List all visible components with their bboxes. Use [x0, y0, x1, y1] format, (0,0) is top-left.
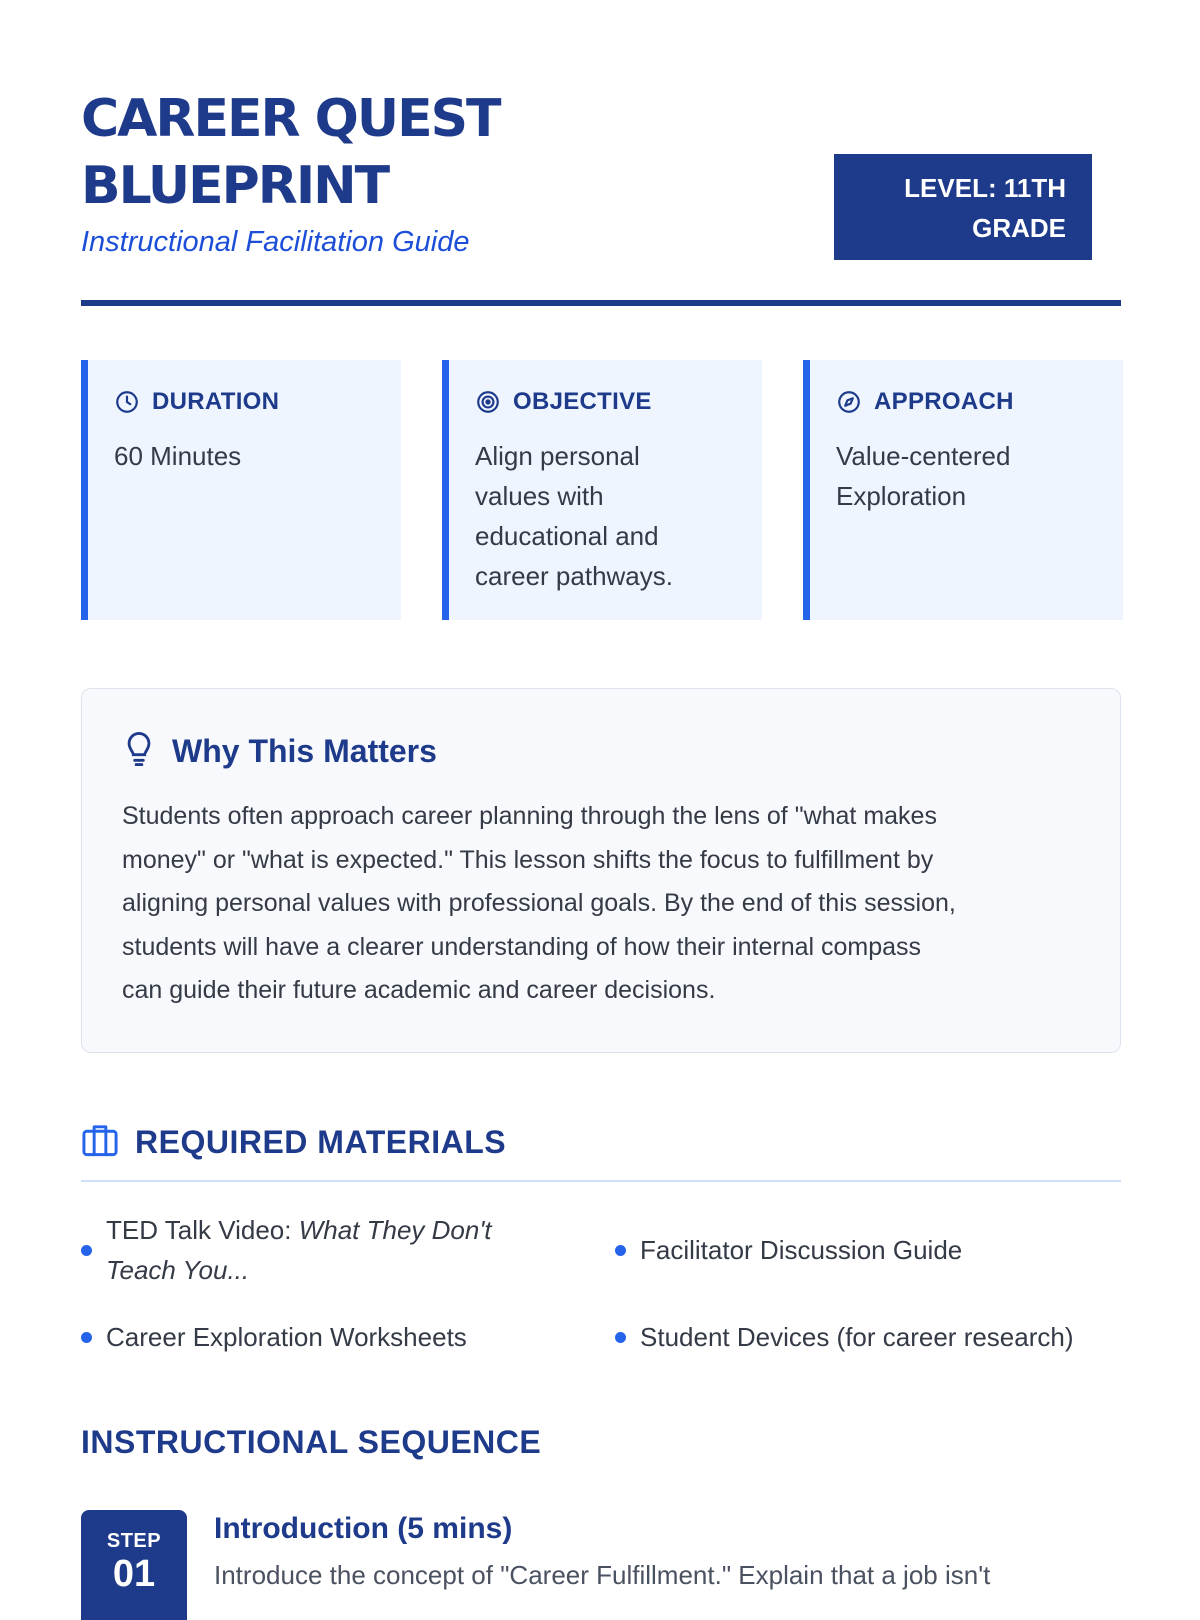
material-text: Career Exploration Worksheets [106, 1322, 467, 1352]
materials-divider [81, 1180, 1121, 1182]
material-prefix: TED Talk Video: [106, 1215, 299, 1245]
title-line-1: CAREER QUEST [81, 89, 500, 149]
body-line: Value-centered [836, 441, 1011, 471]
page-subtitle: Instructional Facilitation Guide [81, 226, 470, 258]
card-body [836, 436, 1097, 516]
grade-level-badge [834, 154, 1092, 260]
card-label: APPROACH [874, 388, 1014, 415]
why-line: students will have a clearer understanding of how their internal compass [122, 932, 922, 961]
why-text [122, 795, 1080, 1013]
step-title: Introduction (5 mins) [214, 1512, 513, 1545]
why-line: aligning personal values with professional goals. By the end of this session, [122, 889, 956, 917]
body-line: Exploration [836, 481, 967, 511]
materials-header [81, 1122, 506, 1163]
body-line: career pathways. [475, 561, 673, 591]
why-line: money" or "what is expected." This lesson shifts the focus to fulfillment by [122, 845, 934, 874]
title-line-2: BLUEPRINT [81, 156, 389, 216]
level-line-1: LEVEL: 11TH [904, 173, 1066, 203]
why-line: can guide their future academic and career decisions. [122, 976, 716, 1004]
card-body [475, 436, 736, 596]
approach-card [803, 360, 1123, 620]
duration-card [81, 360, 401, 620]
step-number: 01 [112, 1553, 156, 1595]
why-line: Students often approach career planning through the lens of "what makes [122, 802, 937, 830]
material-item [615, 1317, 1074, 1357]
material-italic: What They Don't [298, 1215, 492, 1245]
clock-icon [114, 389, 140, 415]
bullet-icon [81, 1332, 92, 1343]
material-item [615, 1230, 962, 1270]
header-divider [81, 300, 1121, 306]
step-label: STEP [106, 1530, 162, 1552]
step-description: Introduce the concept of "Career Fulfillment." Explain that a job isn't [214, 1560, 991, 1590]
material-text: Facilitator Discussion Guide [640, 1235, 963, 1265]
bullet-icon [615, 1245, 626, 1256]
bullet-icon [81, 1245, 92, 1256]
compass-icon [836, 389, 862, 415]
lightbulb-icon [122, 729, 156, 774]
body-line: educational and [475, 521, 659, 551]
bullet-icon [615, 1332, 626, 1343]
material-item [81, 1210, 492, 1290]
target-icon [475, 389, 501, 415]
material-text: Student Devices (for career research) [640, 1322, 1074, 1352]
body-line: Align personal [475, 441, 640, 471]
material-item [81, 1317, 467, 1357]
step-badge [81, 1510, 187, 1620]
objective-card [442, 360, 762, 620]
materials-title: REQUIRED MATERIALS [135, 1124, 507, 1160]
body-line: values with [475, 481, 604, 511]
card-label: OBJECTIVE [513, 388, 652, 415]
sequence-title: INSTRUCTIONAL SEQUENCE [81, 1424, 542, 1460]
material-text [106, 1210, 492, 1290]
level-line-2: GRADE [972, 213, 1066, 243]
material-italic-line2: Teach You... [106, 1255, 250, 1285]
why-this-matters-box [81, 688, 1121, 1053]
card-body: 60 Minutes [114, 441, 242, 471]
briefcase-icon [81, 1122, 119, 1163]
card-label: DURATION [152, 388, 280, 415]
why-title: Why This Matters [172, 732, 437, 769]
